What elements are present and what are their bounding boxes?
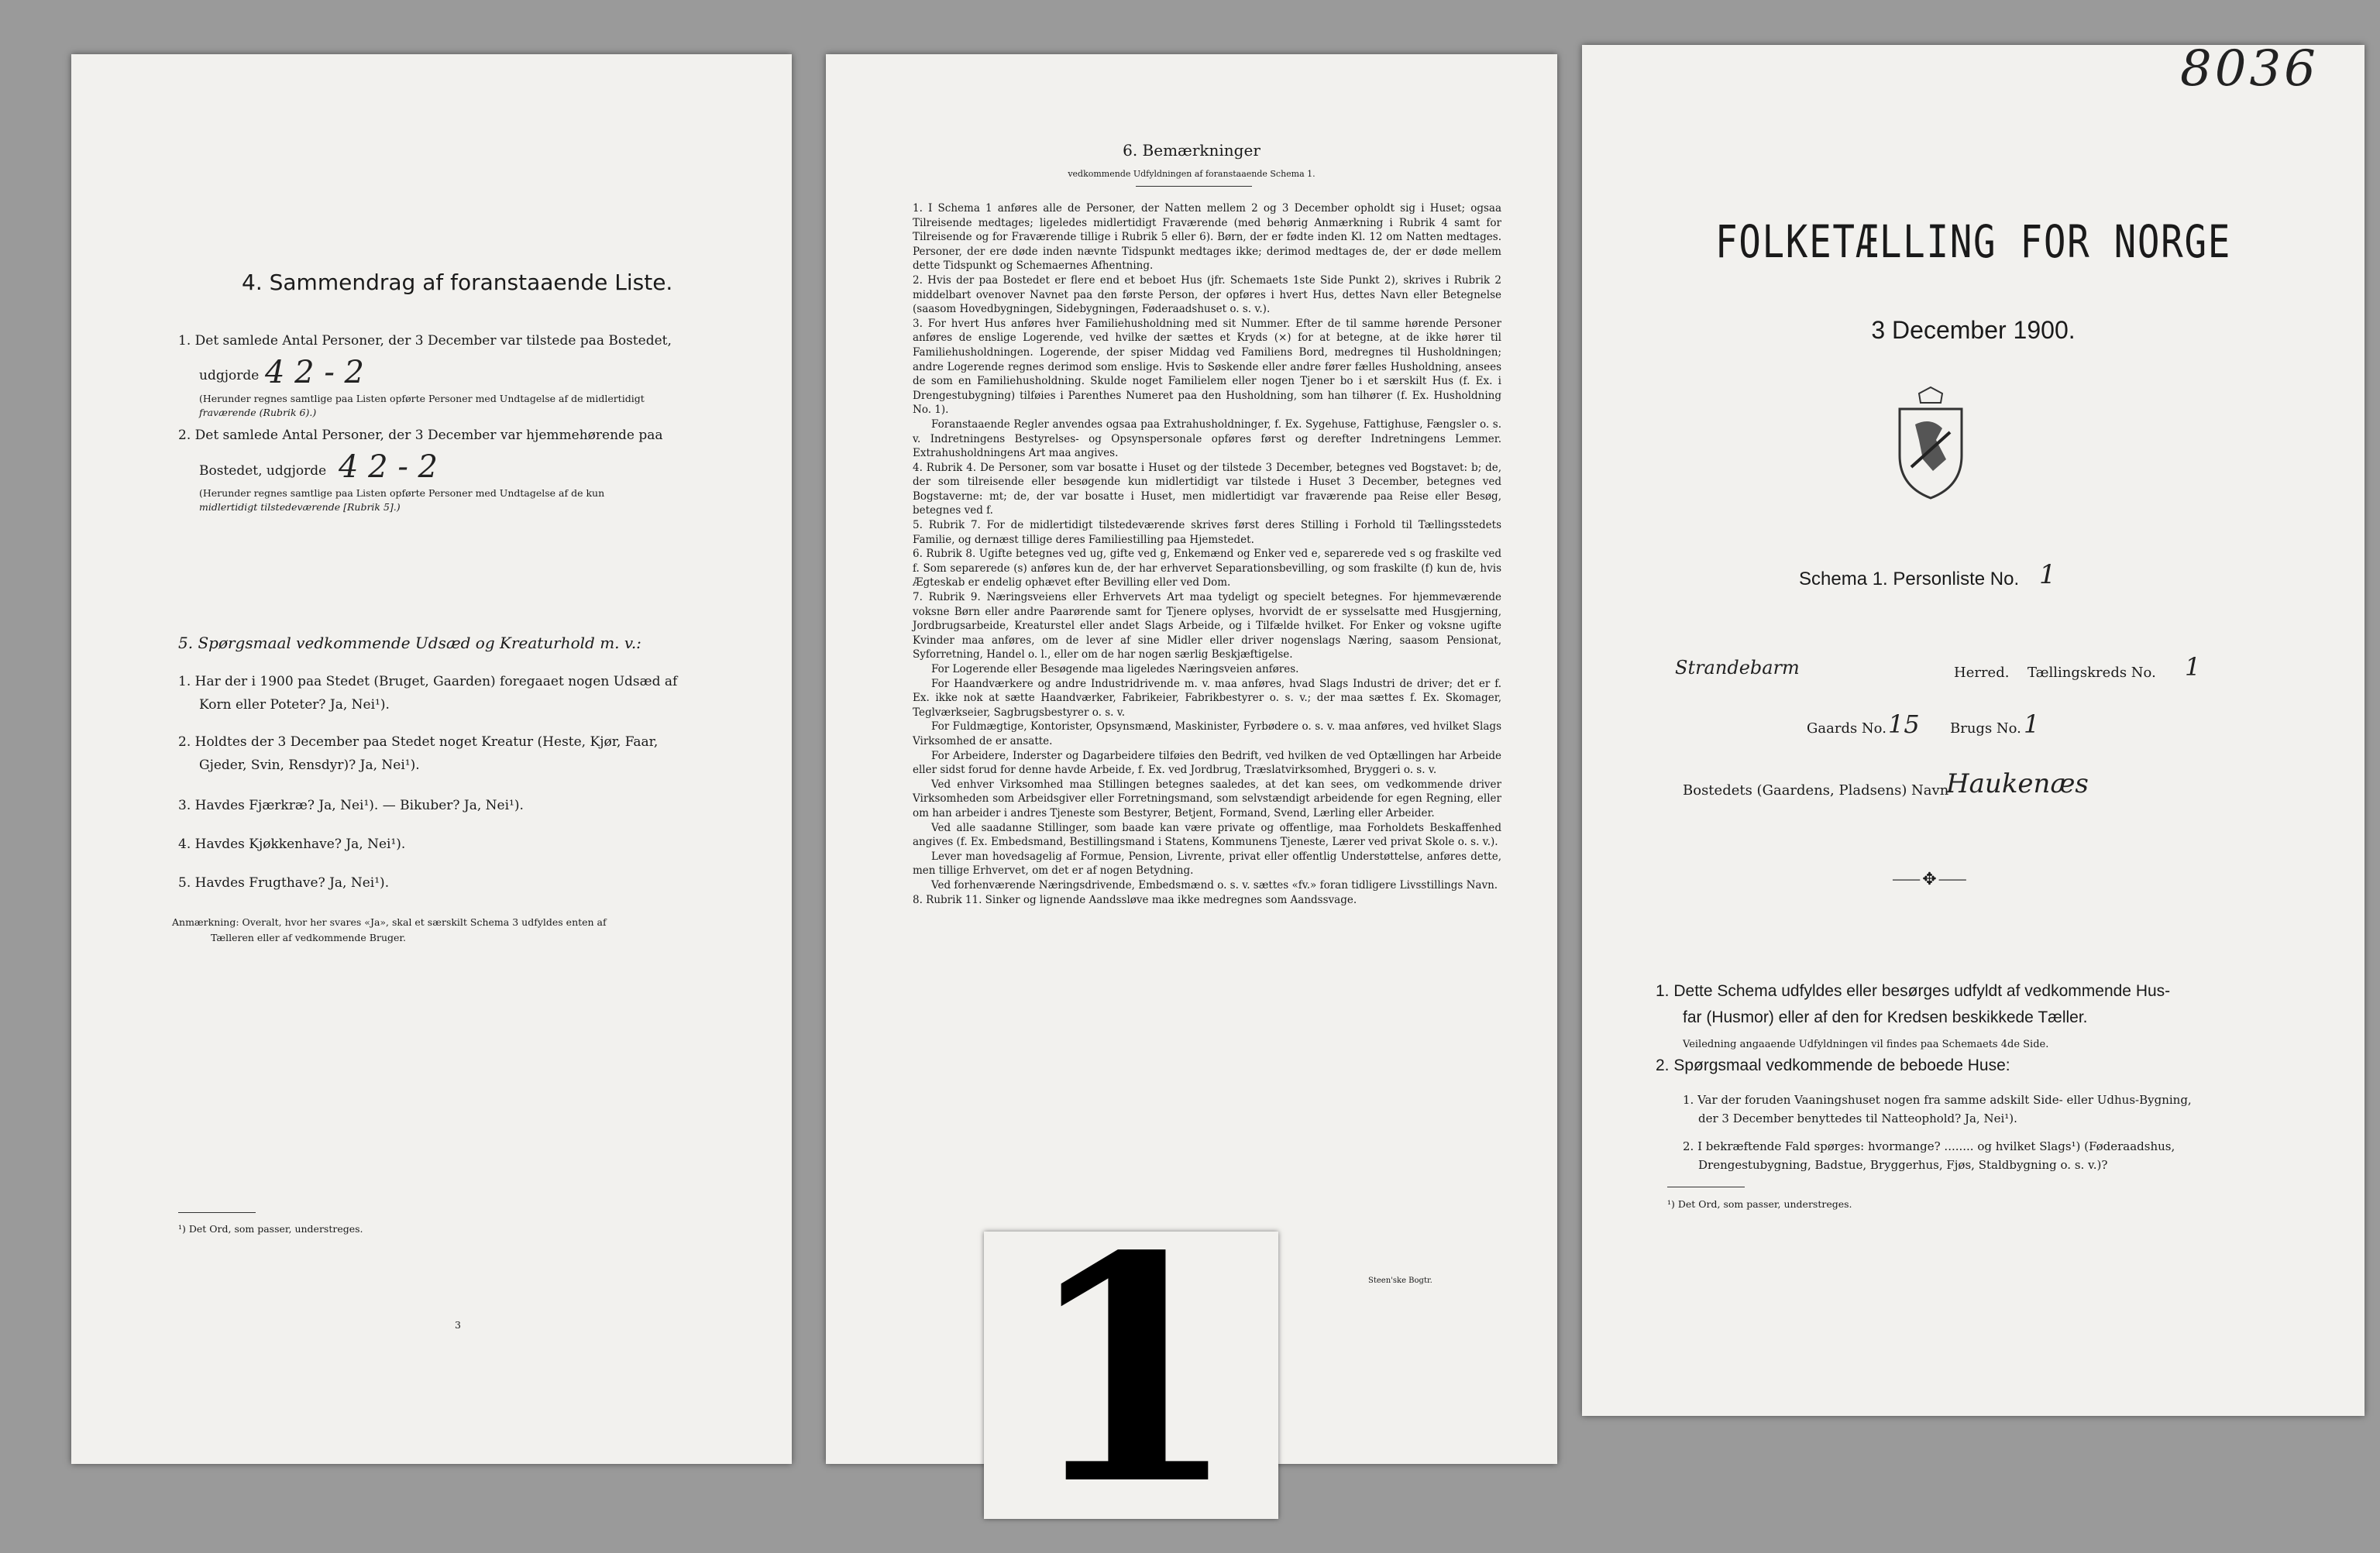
section5-title: 5. Spørgsmaal vedkommende Udsæd og Kreaturhold m. v.: [178,634,641,652]
schema-value: 1 [2039,559,2056,590]
folder-label-card [984,1189,1278,1553]
bosted-value: Haukenæs [1946,768,2089,799]
q1-line1: 1. Har der i 1900 paa Stedet (Bruget, Gaarden) foregaaet nogen Udsæd af [178,674,678,689]
remark-paragraph: Ved enhver Virksomhed maa Stillingen betegnes saaledes, at det kan sees, om vedkommende driver Virksomheden som Arbeidsgiver eller Forretningsmand, som selvstændigt arbeidende for egen Regning, eller om han arbeider i andres Tjeneste som Bestyrer, Betjent, Formand, Svend, Lærling eller Arbeider. [913,778,1501,819]
gaards-value: 15 [1888,710,1920,739]
remark-paragraph: For Haandværkere og andre Industridrivende m. v. maa anføres, hvad Slags Industri de driver; det er f. Ex. ikke nok at sætte Haandværker, Fabrikeier, Fabrikbestyrer o. s. v.; der maa sættes f. Ex. Skomager, Teglværkseier, Sagbrugsbestyrer o. s. v. [913,677,1501,719]
remark-paragraph: For Fuldmægtige, Kontorister, Opsynsmænd, Maskinister, Fyrbødere o. s. v. maa anføres, ved hvilket Slags Virksomhed de er ansatte. [913,720,1501,747]
archive-number: 8036 [2180,45,2319,98]
instruction-1-line1: 1. Dette Schema udfyldes eller besørges udfyldt af vedkommende Hus- [1656,982,2171,1000]
remarks-subtitle: vedkommende Udfyldningen af foranstaaende Schema 1. [1068,169,1316,179]
herred-value: Strandebarm [1675,657,1800,679]
kreds-value: 1 [2185,652,2201,682]
remark-paragraph: Foranstaaende Regler anvendes ogsaa paa Extrahusholdninger, f. Ex. Sygehuse, Fattighuse, Fængsler o. s. v. Indretningens Bestyrelses- og Opsynspersonale opføres først og derefter Indretningens Lemmer. Extrahusholdningens Art maa angives. [913,417,1501,460]
remarks-title: 6. Bemærkninger [1123,141,1261,160]
instruction-2-2-line2: Drengestubygning, Badstue, Bryggerhus, Fjøs, Staldbygning o. s. v.)? [1698,1158,2108,1172]
remark-paragraph: 8. Rubrik 11. Sinker og lignende Aandssløve maa ikke medregnes som Aandssvage. [913,893,1357,906]
footnote: ¹) Det Ord, som passer, understreges. [1667,1198,1852,1210]
remark-paragraph: Lever man hovedsagelig af Formue, Pension, Livrente, privat eller offentlig Understøttelse, anføres dette, men tillige Erhvervet, om det er af nogen Betydning. [913,850,1501,878]
item2-value: 4 2 - 2 [339,449,439,485]
instruction-1-line2: far (Husmor) eller af den for Kredsen beskikkede Tæller. [1683,1008,2088,1026]
main-title: FOLKETÆLLING FOR NORGE [1714,215,2232,268]
gaards-label: Gaards No. [1807,720,1886,737]
instruction-2-1-line2: der 3 December benyttedes til Natteophold? Ja, Nei¹). [1698,1111,2017,1125]
remark-paragraph: 4. Rubrik 4. De Personer, som var bosatte i Huset og der tilstede 3 December, betegnes ved Bogstavet: b; de, der som tilreisende eller besøgende kun midlertidigt var tilstede i Huset 3 December, betegnes ved Bogstaverne: mt; de, der var bosatte i Huset, men midlertidigt var fraværende paa Reise eller Besøg, betegnes ved f. [913,461,1501,517]
printer-mark: Steen'ske Bogtr. [1368,1276,1432,1285]
remark-paragraph: 5. Rubrik 7. For de midlertidigt tilstedeværende skrives først deres Stilling i Forhold til Tællingsstedets Familie, og dernæst tillige deres Familiestilling paa Hjemstedet. [913,519,1501,546]
remark-paragraph: 1. I Schema 1 anføres alle de Personer, der Natten mellem 2 og 3 December opholdt sig i Huset; ogsaa Tilreisende medtages; ligeledes midlertidigt Fraværende (med behørig Anmærkning i Rubrik 4 samt for Tilreisende og for Fraværende tillige i Rubrik 5 eller 6). Børn, der er fødte inden Kl. 12 om Natten medtages. Personer, der ere døde inden nævnte Tidspunkt medtages ikke; derimod medtages de, der er døde mellem dette Tidspunkt og Schemaernes Afhentning. [913,202,1501,273]
page-number: 3 [455,1319,461,1331]
ornament: ⸺✥⸺ [1892,870,1969,889]
item2-line2: Bostedet, udgjorde [199,463,327,479]
remarks-body [913,201,1501,907]
instruction-2-1-line1: 1. Var der foruden Vaaningshuset nogen fra samme adskilt Side- eller Udhus-Bygning, [1683,1093,2192,1107]
item2-line1: 2. Det samlede Antal Personer, der 3 December var hjemmehørende paa [178,428,663,443]
footnote: ¹) Det Ord, som passer, understreges. [178,1223,363,1235]
q2-line2: Gjeder, Svin, Rensdyr)? Ja, Nei¹). [199,758,420,773]
remark-paragraph: 6. Rubrik 8. Ugifte betegnes ved ug, gifte ved g, Enkemænd og Enker ved e, separerede ved s og fraskilte ved f. Som separerede (s) anføres kun de, der har erhvervet Separationsbevilling, og som fraskilte (f) kun de, hvis Ægteskab er endelig ophævet efter Bevilling eller ved Dom. [913,548,1501,589]
instruction-2-2-line1: 2. I bekræftende Fald spørges: hvormange? ........ og hvilket Slags¹) (Føderaadshus, [1683,1139,2175,1153]
schema-label: Schema 1. Personliste No. [1799,569,2020,589]
right-page [1582,45,2365,1416]
item1-note2: fraværende (Rubrik 6).) [199,407,317,418]
remark-paragraph: Ved forhenværende Næringsdrivende, Embedsmænd o. s. v. sættes «fv.» foran tidligere Livsstillings Navn. [931,878,1498,892]
item1-line2: udgjorde [199,368,260,383]
kreds-label: Tællingskreds No. [2027,665,2156,681]
norway-crest-icon [1888,386,1973,502]
item1-line1: 1. Det samlede Antal Personer, der 3 December var tilstede paa Bostedet, [178,333,672,349]
instruction-2: 2. Spørgsmaal vedkommende de beboede Huse: [1656,1057,2010,1074]
remark-line1: Anmærkning: Overalt, hvor her svares «Ja», skal et særskilt Schema 3 udfyldes enten af [172,916,607,928]
brugs-value: 1 [2024,710,2040,739]
q3: 3. Havdes Fjærkræ? Ja, Nei¹). — Bikuber? Ja, Nei¹). [178,798,524,813]
item2-note2: midlertidigt tilstedeværende [Rubrik 5].) [199,501,401,513]
q5: 5. Havdes Frugthave? Ja, Nei¹). [178,875,390,891]
date: 3 December 1900. [1871,316,2076,344]
folder-label-number: 1 [1023,1189,1240,1553]
instruction-1-note: Veiledning angaaende Udfyldningen vil findes paa Schemaets 4de Side. [1683,1039,2049,1050]
remark-paragraph: For Arbeidere, Inderster og Dagarbeidere tilføies den Bedrift, ved hvilken de ved Optællingen har Arbeide eller sidst forud for denne havde Arbeide, f. Ex. ved Jordbrug, Træslatvirksomhed, Bryggeri o. s. v. [913,749,1501,777]
title-rule [1136,186,1252,187]
q1-line2: Korn eller Poteter? Ja, Nei¹). [199,697,390,713]
q4: 4. Havdes Kjøkkenhave? Ja, Nei¹). [178,837,406,852]
left-page [71,54,792,1464]
brugs-label: Brugs No. [1950,720,2021,737]
remark-paragraph: 7. Rubrik 9. Næringsveiens eller Erhvervets Art maa tydeligt og specielt betegnes. For hjemmeværende voksne Børn eller andre Paarørende samt for Tjenere oplyses, hvorvidt de er sysselsatte med Husgjerning, Jordbrugsarbeide, Kreaturstel eller andet Slags Arbeide, og i Tilfælde hvilket. For Enker og voksne ugifte Kvinder maa anføres, om de lever af sine Midler eller driver nogenslags Næring, saasom Pensionat, Syforretning, Handel o. l., eller om de har nogen særlig Beskjæftigelse. [913,591,1501,661]
item1-note1: (Herunder regnes samtlige paa Listen opførte Personer med Undtagelse af de midlertidigt [199,393,645,404]
herred-label: Herred. [1954,665,2010,681]
item1-value: 4 2 - 2 [265,355,365,390]
bosted-label: Bostedets (Gaardens, Pladsens) Navn [1683,782,1949,799]
item2-note1: (Herunder regnes samtlige paa Listen opførte Personer med Undtagelse af de kun [199,487,605,499]
q2-line1: 2. Holdtes der 3 December paa Stedet noget Kreatur (Heste, Kjør, Faar, [178,734,659,750]
remark-paragraph: 3. For hvert Hus anføres hver Familiehusholdning med sit Nummer. Efter de til samme hørende Personer anføres de enslige Logerende, ved hvilke der sættes et Kryds (×) for at betegne, at de ikke hører til Familiehusholdningen. Logerende, der spiser Middag ved Familiens Bord, medregnes til Husholdningen; andre Logerende regnes derimod som enslige. Hvis to Søskende eller andre fører fælles Husholdning, ansees de som en Familiehusholdning. Skulde noget Familielem eller nogen Tjener bo i et særskilt Hus (f. Ex. i Drengestubygning) tilføies i Parenthes Numeret paa den Husholdning, som han tilhører (f. Ex. Husholdning No. 1). [913,317,1501,417]
section4-title: 4. Sammendrag af foranstaaende Liste. [242,270,673,295]
remark-line2: Tælleren eller af vedkommende Bruger. [211,932,406,943]
footnote-rule [178,1212,256,1213]
remark-paragraph: For Logerende eller Besøgende maa ligeledes Næringsveien anføres. [931,663,1299,675]
remark-paragraph: 2. Hvis der paa Bostedet er flere end et beboet Hus (jfr. Schemaets 1ste Side Punkt 2), skrives i Rubrik 2 middelbart ovenover Navnet paa den første Person, der opføres i hvert Hus, dettes Navn eller Betegnelse (saasom Hovedbygningen, Sidebygningen, Føderaadshuset o. s. v.). [913,273,1501,316]
remark-paragraph: Ved alle saadanne Stillinger, som baade kan være private og offentlige, maa Forholdets Beskaffenhed angives (f. Ex. Embedsmand, Bestillingsmand i Statens, Kommunens Tjeneste, Lærer ved privat Skole o. s. v.). [913,821,1501,849]
